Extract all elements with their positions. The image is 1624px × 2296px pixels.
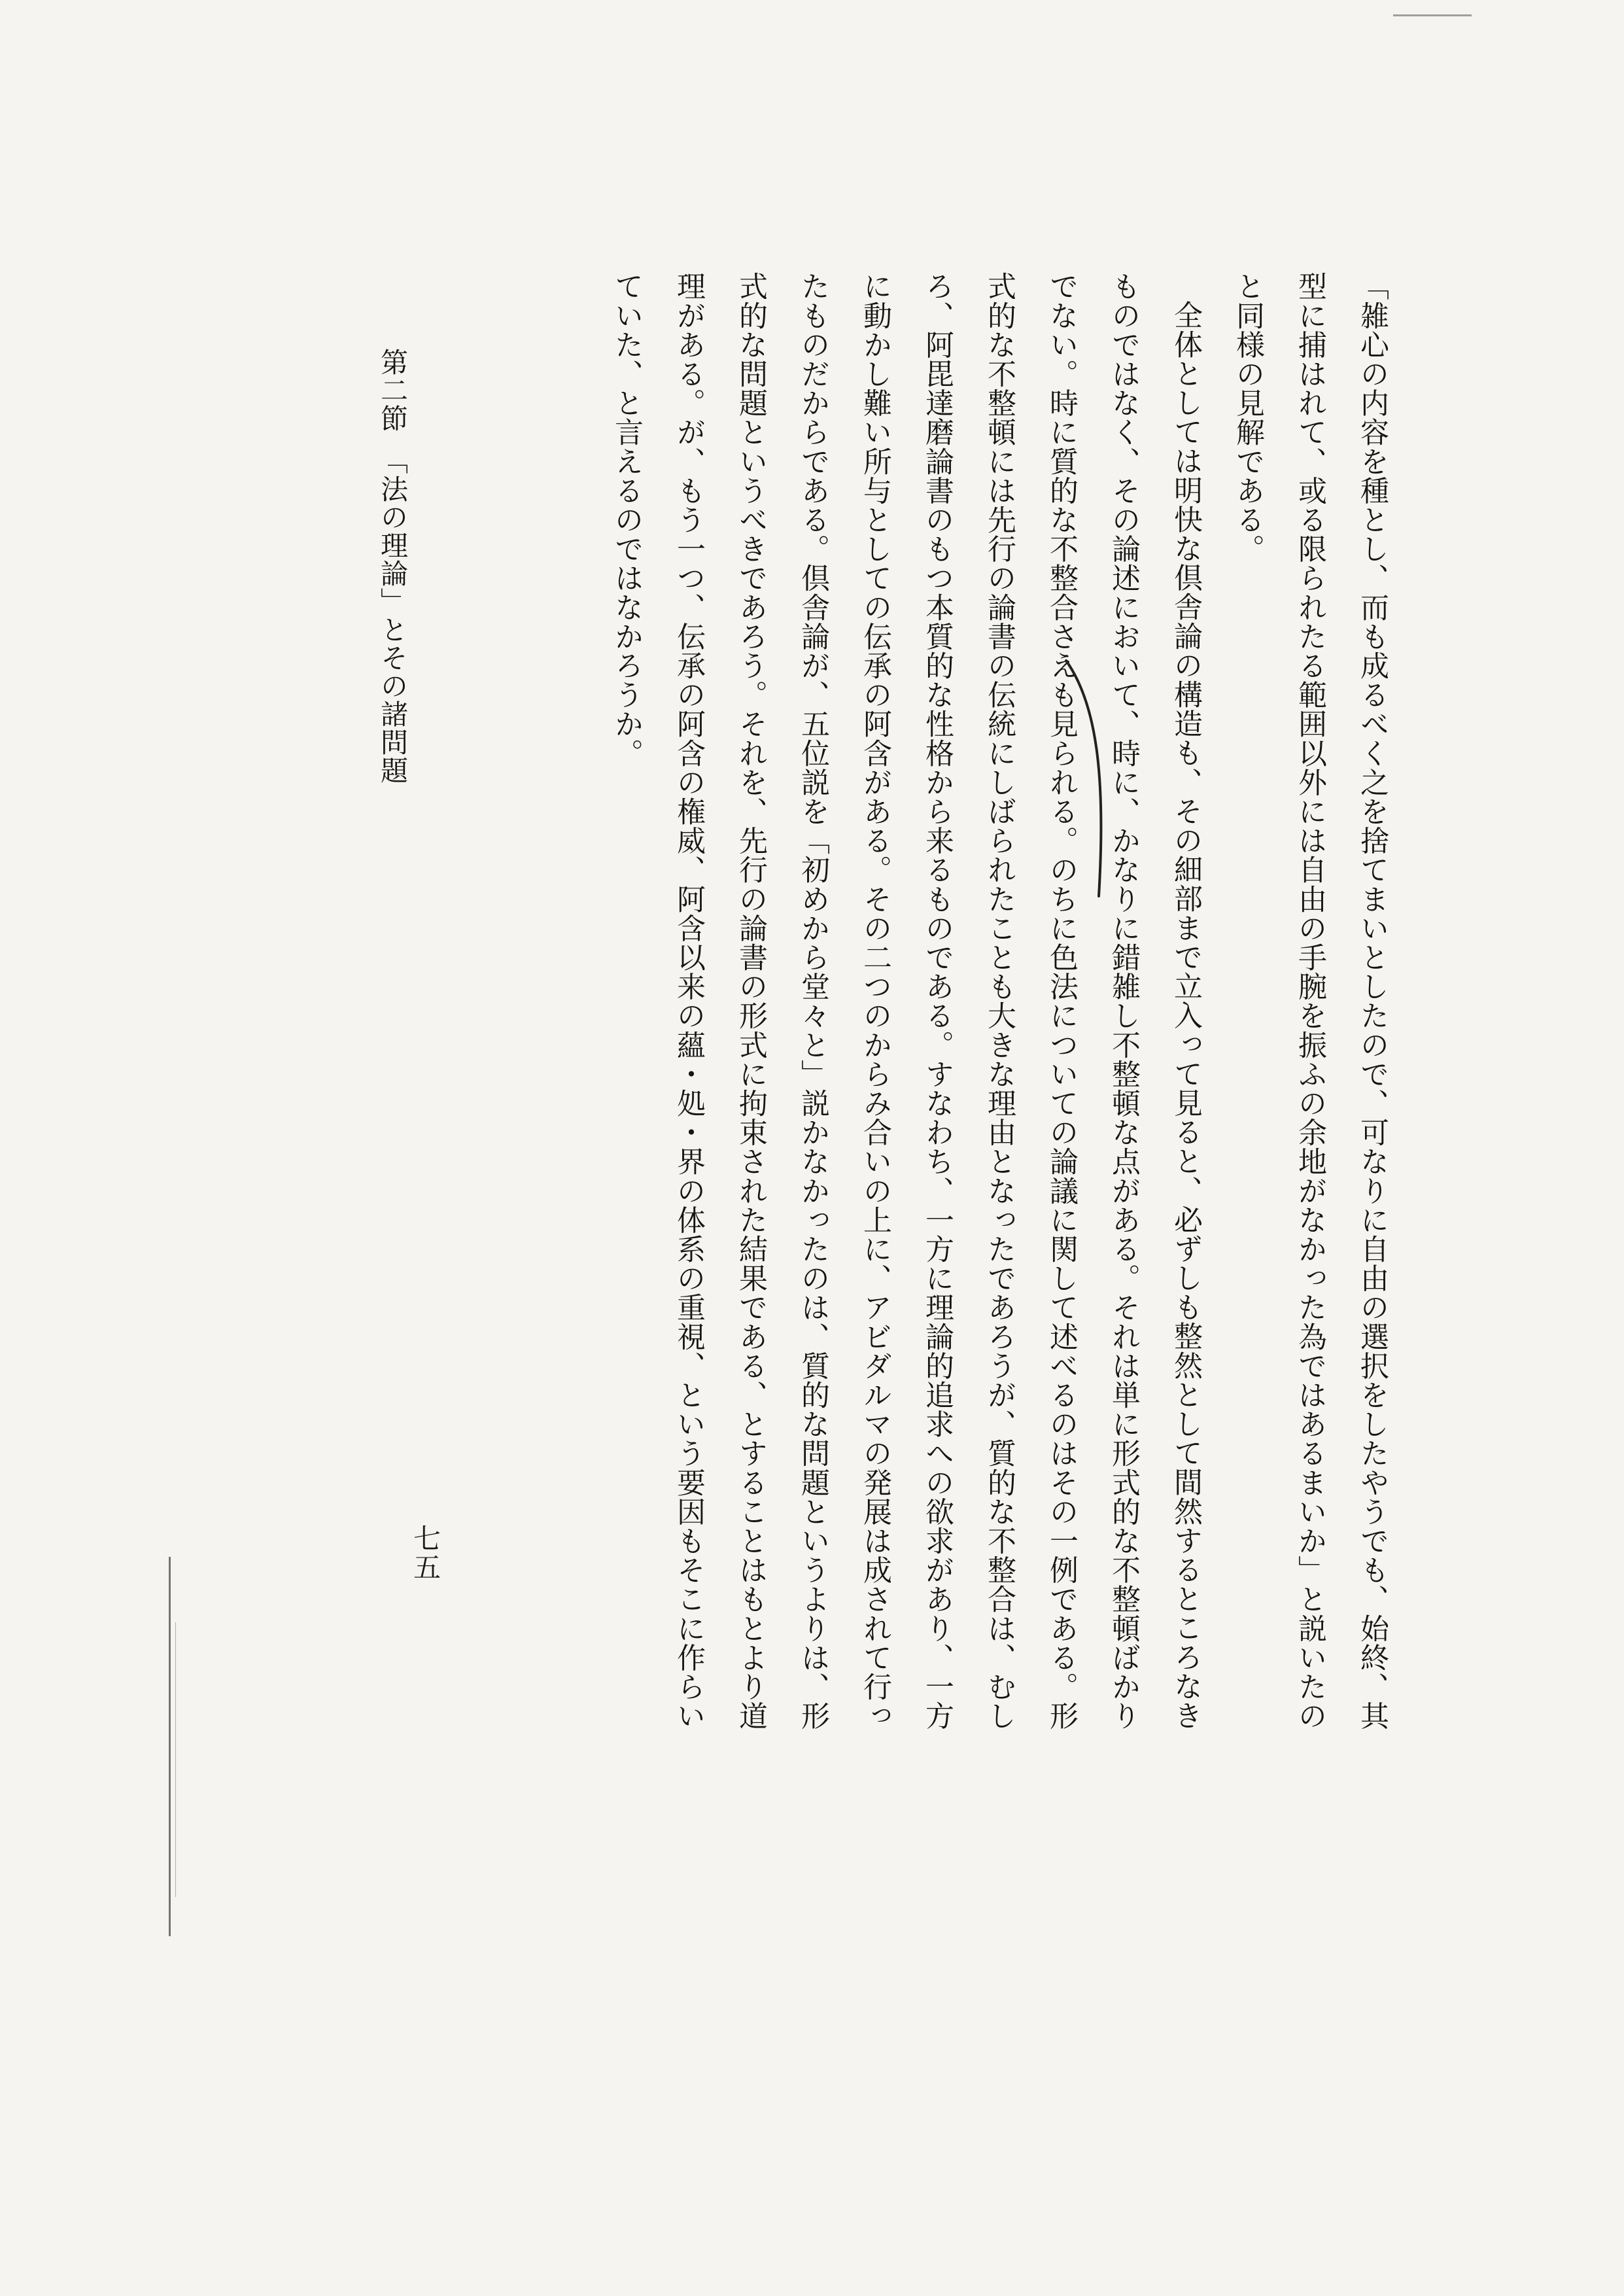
line: たものだからである。倶舎論が、五位説を「初めから堂々と」説かなかったのは、質的な問題というよりは、形 [796, 271, 829, 1730]
line: 式的な不整頓には先行の論書の伝統にしばられたことも大きな理由となったであろうが、質的な不整合は、むし [982, 271, 1016, 1730]
body-text [608, 271, 1403, 1871]
paragraph-2 [595, 271, 1217, 1871]
gutter-shadow-line-thin [175, 1622, 176, 1897]
line: に動かし難い所与としての伝承の阿含がある。その二つのからみ合いの上に、アビダルマの発展は成されて行っ [858, 271, 891, 1730]
running-footer-section-title: 第二節 「法の理論」とその諸問題 [377, 348, 409, 784]
line: でない。時に質的な不整合さえも見られる。のちに色法についての論議に関して述べるのはその一例である。形 [1045, 271, 1078, 1730]
paragraph-1 [1217, 271, 1403, 1871]
top-rule [1393, 14, 1472, 16]
line: 「雑心の内容を種とし、而も成るべく之を捨てまいとしたので、可なりに自由の選択をしたやうでも、始終、其 [1355, 271, 1389, 1730]
line: ていた、と言えるのではなかろうか。 [610, 271, 643, 768]
line: ものではなく、その論述において、時に、かなりに錯雑し不整頓な点がある。それは単に形式的な不整頓ばかり [1107, 271, 1140, 1730]
line: ろ、阿毘達磨論書のもつ本質的な性格から来るものである。すなわち、一方に理論的追求への欲求があり、一方 [920, 271, 954, 1730]
line: 全体としては明快な倶舎論の構造も、その細部まで立入って見ると、必ずしも整然として間然するところなき [1169, 300, 1202, 1730]
line: 式的な問題というべきであろう。それを、先行の論書の形式に拘束された結果である、とすることはもとより道 [734, 271, 767, 1730]
page-number: 七五 [409, 1524, 441, 1582]
gutter-shadow-line [169, 1557, 171, 1936]
line: と同様の見解である。 [1231, 271, 1264, 563]
line: 理がある。が、もう一つ、伝承の阿含の権威、阿含以来の蘊・処・界の体系の重視、という要因もそこに作らい [672, 271, 705, 1730]
line: 型に捕はれて、或る限られたる範囲以外には自由の手腕を振ふの余地がなかった為ではあるまいか」と説いたの [1293, 271, 1326, 1730]
